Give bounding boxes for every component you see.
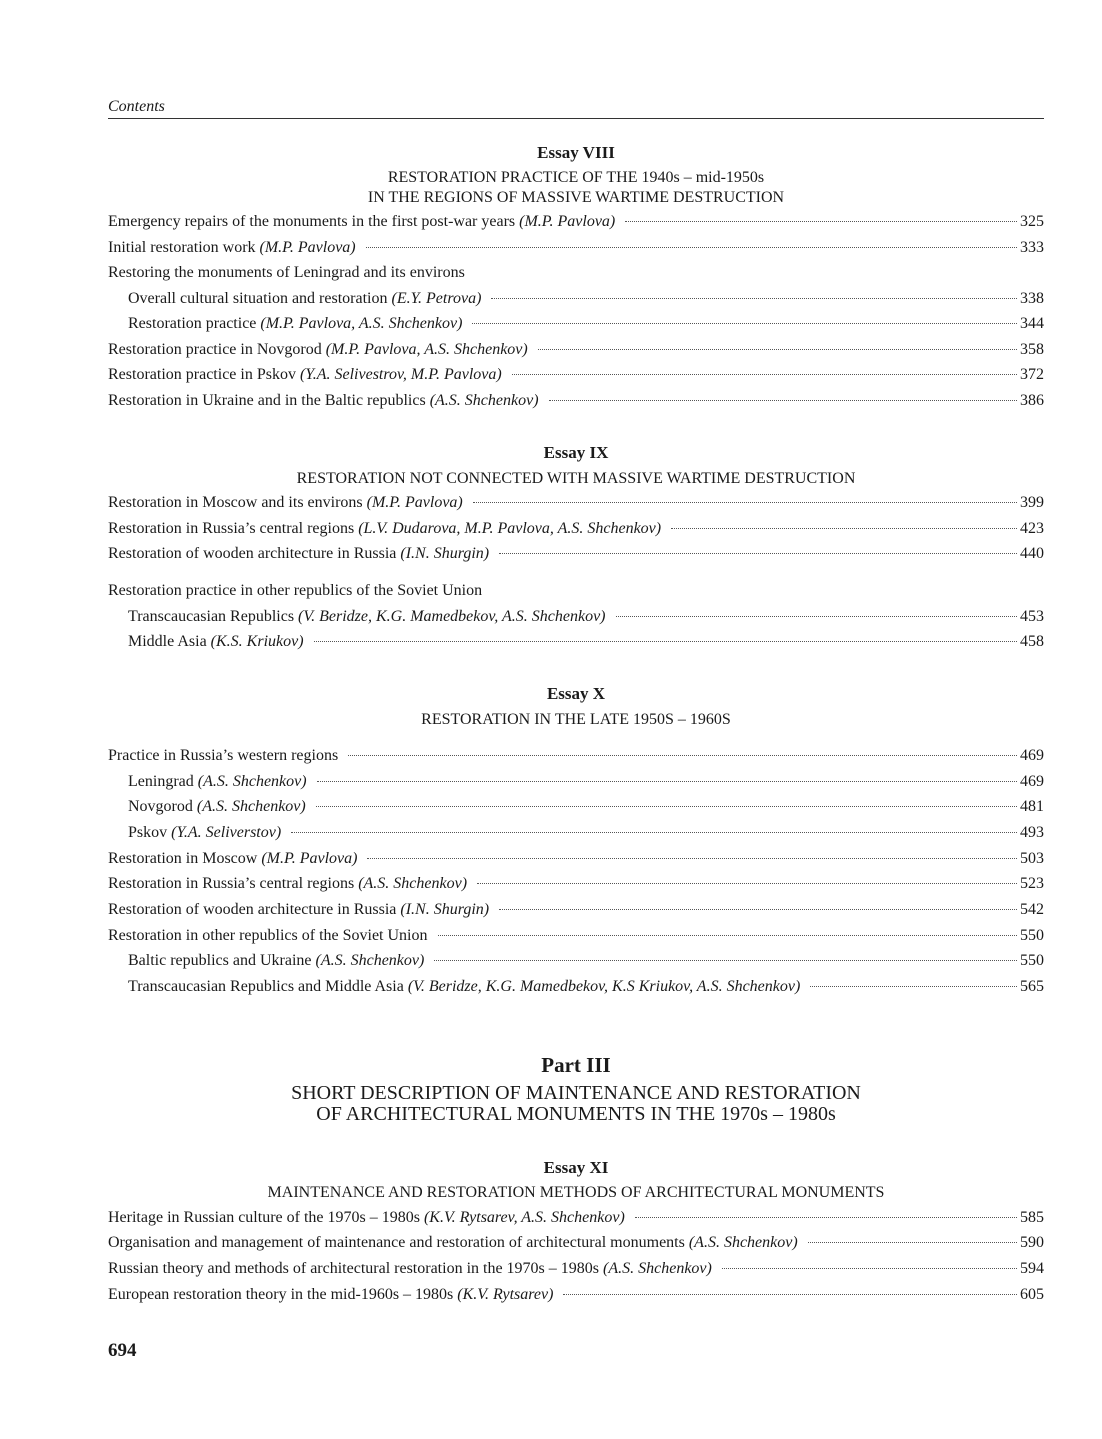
toc-entry[interactable]: Restoration in Ukraine and in the Baltic republics (A.S. Shchenkov) 386: [108, 392, 1044, 409]
toc-page: 469: [1020, 773, 1044, 790]
toc-page: 372: [1020, 366, 1044, 383]
toc-entry[interactable]: Transcaucasian Republics and Middle Asia (V. Beridze, K.G. Mamedbekov, K.S Kriukov, A.S. Shchenkov) 565: [128, 978, 1044, 995]
toc-page: 440: [1020, 545, 1044, 562]
toc-page: 469: [1020, 747, 1044, 764]
toc-page: 325: [1020, 213, 1044, 230]
toc-page: 399: [1020, 494, 1044, 511]
essay-title: Essay IX: [543, 443, 609, 462]
toc-entry[interactable]: Restoration in Russia’s central regions (A.S. Shchenkov) 523: [108, 875, 1044, 892]
toc-entry[interactable]: Restoration in Moscow (M.P. Pavlova) 503: [108, 850, 1044, 867]
part-subtitle: SHORT DESCRIPTION OF MAINTENANCE AND RESTORATION: [291, 1082, 861, 1104]
essay-subtitle: RESTORATION IN THE LATE 1950S – 1960S: [421, 711, 731, 728]
toc-page: 493: [1020, 824, 1044, 841]
toc-entry[interactable]: Initial restoration work (M.P. Pavlova) 333: [108, 239, 1044, 256]
toc-page: 423: [1020, 520, 1044, 537]
toc-entry[interactable]: Middle Asia (K.S. Kriukov) 458: [128, 633, 1044, 650]
essay-subtitle: RESTORATION PRACTICE OF THE 1940s – mid-1950s: [387, 169, 765, 186]
toc-entry[interactable]: Restoration practice in Novgorod (M.P. Pavlova, A.S. Shchenkov) 358: [108, 341, 1044, 358]
toc-page: 550: [1020, 952, 1044, 969]
running-head: Contents: [108, 98, 1044, 119]
toc-entry[interactable]: Heritage in Russian culture of the 1970s – 1980s (K.V. Rytsarev, A.S. Shchenkov) 585: [108, 1209, 1044, 1226]
toc-entry[interactable]: European restoration theory in the mid-1960s – 1980s (K.V. Rytsarev) 605: [108, 1286, 1044, 1303]
toc-page: 585: [1020, 1209, 1044, 1226]
toc-page: 386: [1020, 392, 1044, 409]
toc-page: 358: [1020, 341, 1044, 358]
toc-page: 523: [1020, 875, 1044, 892]
part-subtitle: OF ARCHITECTURAL MONUMENTS IN THE 1970s – 1980s: [316, 1103, 836, 1125]
toc-entry[interactable]: Restoration in other republics of the Soviet Union 550: [108, 927, 1044, 944]
toc-page: 453: [1020, 608, 1044, 625]
toc-page: 481: [1020, 798, 1044, 815]
toc-entry[interactable]: Restoration practice (M.P. Pavlova, A.S. Shchenkov) 344: [128, 315, 1044, 332]
toc-page: 550: [1020, 927, 1044, 944]
toc-entry[interactable]: Organisation and management of maintenance and restoration of architectural monuments (A.S. Shchenkov) 590: [108, 1234, 1044, 1251]
toc-entry[interactable]: Russian theory and methods of architectural restoration in the 1970s – 1980s (A.S. Shchenkov) 594: [108, 1260, 1044, 1277]
toc-page: 338: [1020, 290, 1044, 307]
toc-entry[interactable]: Restoration of wooden architecture in Russia (I.N. Shurgin) 542: [108, 901, 1044, 918]
toc-page: 344: [1020, 315, 1044, 332]
essay-title: Essay X: [546, 684, 606, 703]
toc-page: 333: [1020, 239, 1044, 256]
essay-subtitle: RESTORATION NOT CONNECTED WITH MASSIVE WARTIME DESTRUCTION: [296, 470, 856, 487]
toc-entry[interactable]: Overall cultural situation and restoration (E.Y. Petrova) 338: [128, 290, 1044, 307]
essay-title: Essay XI: [543, 1158, 609, 1177]
toc-page: 565: [1020, 978, 1044, 995]
toc-entry[interactable]: Transcaucasian Republics (V. Beridze, K.G. Mamedbekov, A.S. Shchenkov) 453: [128, 608, 1044, 625]
essay-subtitle: IN THE REGIONS OF MASSIVE WARTIME DESTRUCTION: [367, 189, 785, 206]
toc-section-heading: Restoration practice in other republics of the Soviet Union: [108, 582, 483, 599]
essay-subtitle: MAINTENANCE AND RESTORATION METHODS OF ARCHITECTURAL MONUMENTS: [267, 1184, 885, 1201]
toc-entry[interactable]: Leningrad (A.S. Shchenkov) 469: [128, 773, 1044, 790]
toc-entry[interactable]: Baltic republics and Ukraine (A.S. Shchenkov) 550: [128, 952, 1044, 969]
toc-page: 590: [1020, 1234, 1044, 1251]
page-number: 694: [108, 1340, 137, 1361]
toc-section-heading: Restoring the monuments of Leningrad and its environs: [108, 264, 465, 281]
essay-title: Essay VIII: [537, 143, 615, 162]
toc-page: 542: [1020, 901, 1044, 918]
toc-entry[interactable]: Restoration in Russia’s central regions (L.V. Dudarova, M.P. Pavlova, A.S. Shchenkov) 423: [108, 520, 1044, 537]
toc-page: 594: [1020, 1260, 1044, 1277]
toc-entry[interactable]: Pskov (Y.A. Seliverstov) 493: [128, 824, 1044, 841]
toc-entry[interactable]: Restoration in Moscow and its environs (M.P. Pavlova) 399: [108, 494, 1044, 511]
part-title: Part III: [541, 1053, 611, 1077]
toc-page: 503: [1020, 850, 1044, 867]
toc-page: 605: [1020, 1286, 1044, 1303]
toc-entry[interactable]: Emergency repairs of the monuments in the first post-war years (M.P. Pavlova) 325: [108, 213, 1044, 230]
toc-page: 458: [1020, 633, 1044, 650]
toc-entry[interactable]: Restoration practice in Pskov (Y.A. Selivestrov, M.P. Pavlova) 372: [108, 366, 1044, 383]
toc-entry[interactable]: Practice in Russia’s western regions 469: [108, 747, 1044, 764]
toc-entry[interactable]: Restoration of wooden architecture in Russia (I.N. Shurgin) 440: [108, 545, 1044, 562]
toc-entry[interactable]: Novgorod (A.S. Shchenkov) 481: [128, 798, 1044, 815]
